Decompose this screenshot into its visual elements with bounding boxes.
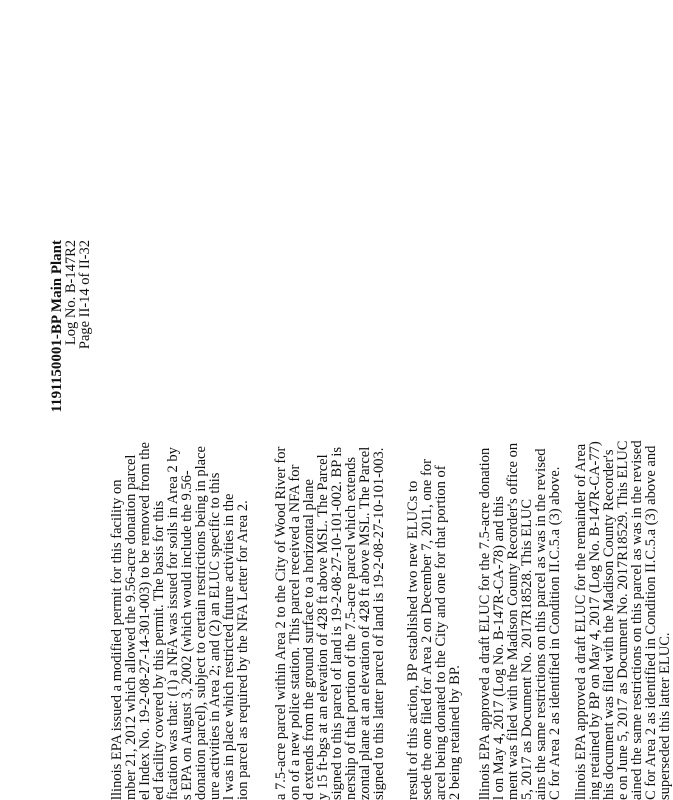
text-line: 2 being retained by BP. (447, 665, 463, 800)
header-page-number: Page II-14 of II-32 (77, 240, 93, 350)
paragraph-4 (478, 40, 562, 800)
text-line: C for Area 2 as identified in Condition II.C.5.a (3) above and (643, 445, 659, 800)
text-line: llinois EPA issued a modified permit for this facility on (109, 479, 125, 800)
text-line: C for Area 2 as identified in Condition II.C.5.a (3) above. (547, 466, 563, 800)
paragraph-1 (110, 40, 250, 800)
text-line: ment was filed with the Madison County Recorder's office on (505, 442, 521, 800)
text-line: donation parcel), subject to certain restrictions being in place (193, 446, 209, 800)
text-line: arcel being donated to the City and one for that portion of (433, 465, 449, 800)
text-line: superseded this latter ELUC. (657, 632, 673, 800)
text-line: signed to this parcel of land is 19-2-08-27-10-101-002. BP is (329, 446, 345, 800)
text-line: d extends from the ground surface to a horizontal plane (301, 479, 317, 800)
text-line: mber 21, 2012 which allowed the 9.56-acre donation parcel (123, 454, 139, 800)
header-facility-id: 1191150001-BP Main Plant (49, 240, 65, 413)
text-line: ained the same restrictions on this parcel as was in the revised (629, 440, 645, 800)
text-line: el Index No. 19-2-08-27-14-301-003) to be removed from the (137, 442, 153, 800)
text-line: llinois EPA approved a draft ELUC for the 7.5-acre donation (477, 447, 493, 800)
text-line: signed to this latter parcel of land is 19-2-08-27-10-101-003. (371, 447, 387, 800)
paragraph-2 (274, 40, 386, 800)
text-line: l on May 4, 2017 (Log No. B-147R-CA-78) and this (491, 495, 507, 800)
rotated-text-block (49, 240, 673, 800)
text-line: result of this action, BP established two new ELUCs to (405, 480, 421, 800)
text-line: ure activities in Area 2; and (2) an ELUC specific to this (207, 472, 223, 800)
text-line: y 15 ft-bgs at an elevation of 428 ft above MSL. The Parcel (315, 454, 331, 800)
paragraph-3 (406, 40, 462, 800)
text-line: e on June 5, 2017 as Document No. 2017R18529. This ELUC (615, 440, 631, 800)
text-line: 5, 2017 as Document No. 2017R18528. This ELUC (519, 499, 535, 800)
page-header (50, 240, 92, 413)
text-line: zontal plane at an elevation of 428 ft above MSL. The Parcel (357, 446, 373, 800)
text-line: ed facility covered by this permit. The basis for this (151, 500, 167, 800)
text-line: l was in place which restricted future activities in the (221, 493, 237, 800)
text-line: a 7.5-acre parcel within Area 2 to the City of Wood River for (273, 446, 289, 800)
text-line: llinois EPA approved a draft ELUC for the remainder of Area (573, 443, 589, 800)
text-line: nership of that portion of the 7.5-acre parcel which extends (343, 456, 359, 800)
text-line: sede the one filed for Area 2 on December 7, 2011, one for (419, 459, 435, 800)
text-line: s EPA on August 3, 2002 (which would include the 9.56- (179, 470, 195, 800)
paragraph-5 (574, 40, 672, 800)
text-line: ion parcel as required by the NFA Letter for Area 2. (235, 500, 251, 800)
text-line: ains the same restrictions on this parcel as was in the revised (533, 448, 549, 800)
header-log-number: Log No. B-147R2 (63, 240, 79, 346)
text-line: fication was that: (1) a NFA was issued for soils in Area 2 by (165, 447, 181, 800)
text-line: ing retained by BP on May 4, 2017 (Log No. B-147R-CA-77) (587, 441, 603, 800)
text-line: on of a new police station. This parcel received a NFA for (287, 464, 303, 800)
text-line: his document was filed with the Madison County Recorder's (601, 449, 617, 800)
